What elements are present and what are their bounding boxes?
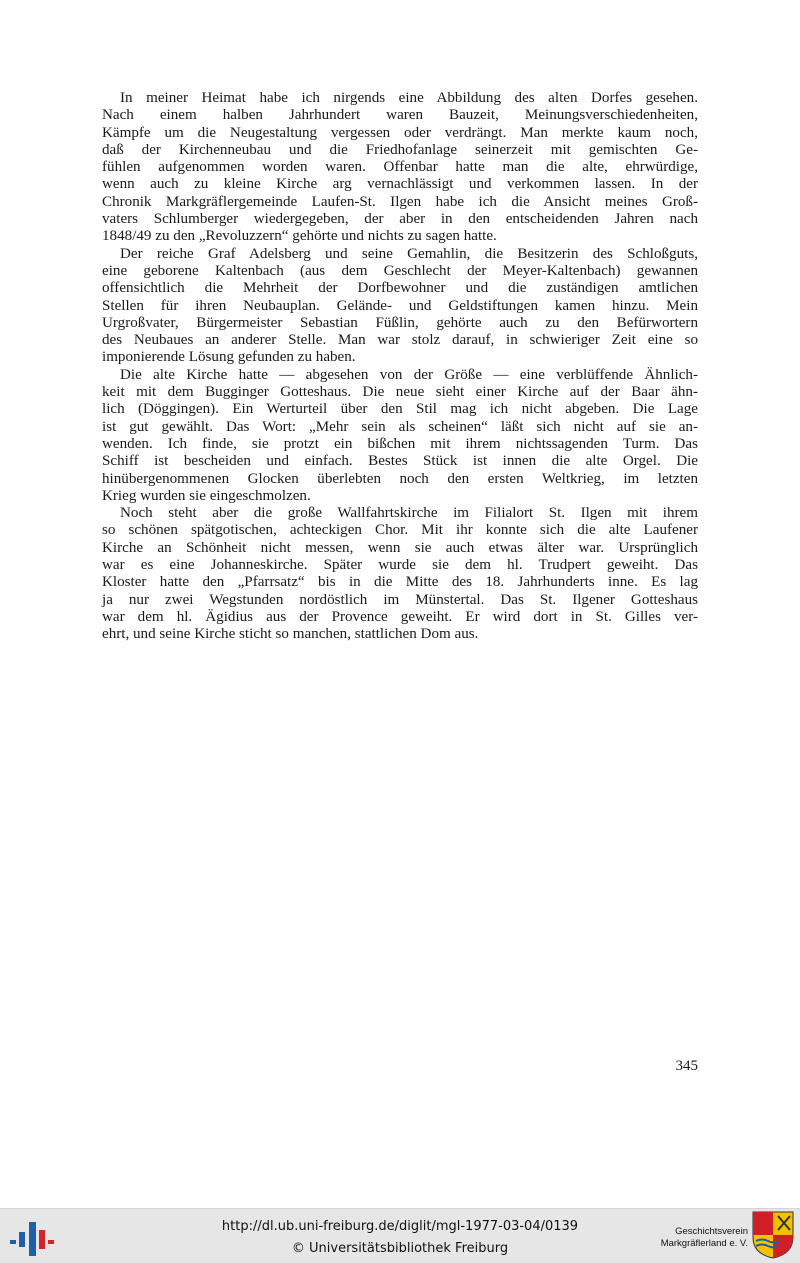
text-line: imponierende Lösung gefunden zu haben. — [102, 349, 356, 366]
text-line: war dem hl. Ägidius aus der Provence geweiht. Er wird dort in St. Gilles ver- — [102, 608, 698, 625]
text-line: wenn auch zu kleine Kirche arg vernachlässigt und verkommen lassen. In der — [102, 176, 698, 193]
paragraph — [102, 367, 698, 505]
text-line: Schiff ist bescheiden und einfach. Bestes Stück ist innen die alte Orgel. Die — [102, 453, 698, 470]
text-line: 1848/49 zu den „Revoluzzern“ gehörte und nichts zu sagen hatte. — [102, 228, 497, 245]
text-line: des Neubaues an anderer Stelle. Man war stolz darauf, in schwieriger Zeit eine so — [102, 332, 698, 349]
text-line: eine geborene Kaltenbach (aus dem Geschlecht der Meyer-Kaltenbach) gewannen — [102, 262, 698, 279]
text-line: ist gut gewählt. Das Wort: „Mehr sein als scheinen“ läßt sich nicht auf sie an- — [102, 418, 698, 435]
text-line: Kämpfe um die Neugestaltung vergessen oder verdrängt. Man merkte kaum noch, — [102, 124, 698, 141]
text-line: In meiner Heimat habe ich nirgends eine Abbildung des alten Dorfes gesehen. — [120, 90, 698, 106]
text-line: fühlen aufgenommen worden waren. Offenbar hatte man die alte, ehrwürdige, — [102, 159, 698, 176]
text-line: vaters Schlumberger wiedergegeben, der aber in den entscheidenden Jahren nach — [102, 211, 698, 228]
text-line: ja nur zwei Wegstunden nordöstlich im Münstertal. Das St. Ilgener Gotteshaus — [102, 591, 698, 608]
society-line-2: Markgräflerland e. V. — [660, 1238, 748, 1249]
paragraph — [102, 246, 698, 367]
society-line-1: Geschichtsverein — [675, 1226, 748, 1237]
text-line: Die alte Kirche hatte — abgesehen von der Größe — eine verblüffende Ähnlich- — [120, 366, 698, 383]
coat-of-arms-icon — [752, 1211, 794, 1259]
page-number: 345 — [675, 1058, 698, 1074]
text-line: war es eine Johanneskirche. Später wurde sie dem hl. Trudpert geweiht. Das — [102, 557, 698, 574]
text-line: Kloster hatte den „Pfarrsatz“ bis in die Mitte des 18. Jahrhunderts inne. Es lag — [102, 574, 698, 591]
text-line: Krieg wurden sie eingeschmolzen. — [102, 487, 311, 504]
library-logo-icon[interactable] — [10, 1217, 54, 1257]
text-line: Urgroßvater, Bürgermeister Sebastian Füßlin, gehörte auch zu den Befürwortern — [102, 314, 698, 331]
text-line: keit mit dem Bugginger Gotteshaus. Die neue sieht einer Kirche auf der Baar ähn- — [102, 384, 698, 401]
paragraph — [102, 505, 698, 643]
text-line: Der reiche Graf Adelsberg und seine Gemahlin, die Besitzerin des Schloßguts, — [120, 245, 698, 262]
text-line: Stellen für ihren Neubauplan. Gelände- und Geldstiftungen kamen hinzu. Mein — [102, 297, 698, 314]
document-url[interactable]: http://dl.ub.uni-freiburg.de/diglit/mgl-1977-03-04/0139 — [221, 1219, 579, 1234]
text-line: lich (Döggingen). Ein Werturteil über den Stil mag ich nicht abgeben. Die Lage — [102, 401, 698, 418]
text-line: hinübergenommenen Glocken überlebten noch den ersten Weltkrieg, im letzten — [102, 470, 698, 487]
text-line: Noch steht aber die große Wallfahrtskirche im Filialort St. Ilgen mit ihrem — [120, 505, 698, 522]
text-line: wenden. Ich finde, sie protzt ein bißchen mit ihrem nichtssagenden Turm. Das — [102, 435, 698, 452]
text-line: Kirche an Schönheit nicht messen, wenn sie auch etwas älter war. Ursprünglich — [102, 539, 698, 556]
text-line: so schönen spätgotischen, achteckigen Chor. Mit ihr konnte sich die alte Laufener — [102, 522, 698, 539]
text-line: Chronik Markgräflergemeinde Laufen-St. Ilgen habe ich die Ansicht meines Groß- — [102, 193, 698, 210]
text-line: Nach einem halben Jahrhundert waren Bauzeit, Meinungsverschiedenheiten, — [102, 107, 698, 124]
viewer-footer — [0, 1208, 800, 1263]
text-line: offensichtlich die Mehrheit der Dorfbewohner und die zuständigen amtlichen — [102, 280, 698, 297]
text-line: ehrt, und seine Kirche sticht so manchen, stattlichen Dom aus. — [102, 626, 479, 643]
text-line: daß der Kirchenneubau und die Friedhofanlage seinerzeit mit gemischten Ge- — [102, 141, 698, 158]
society-name — [636, 1226, 748, 1250]
copyright-notice: © Universitätsbibliothek Freiburg — [291, 1241, 509, 1256]
body-text — [102, 90, 698, 644]
paragraph — [102, 90, 698, 246]
